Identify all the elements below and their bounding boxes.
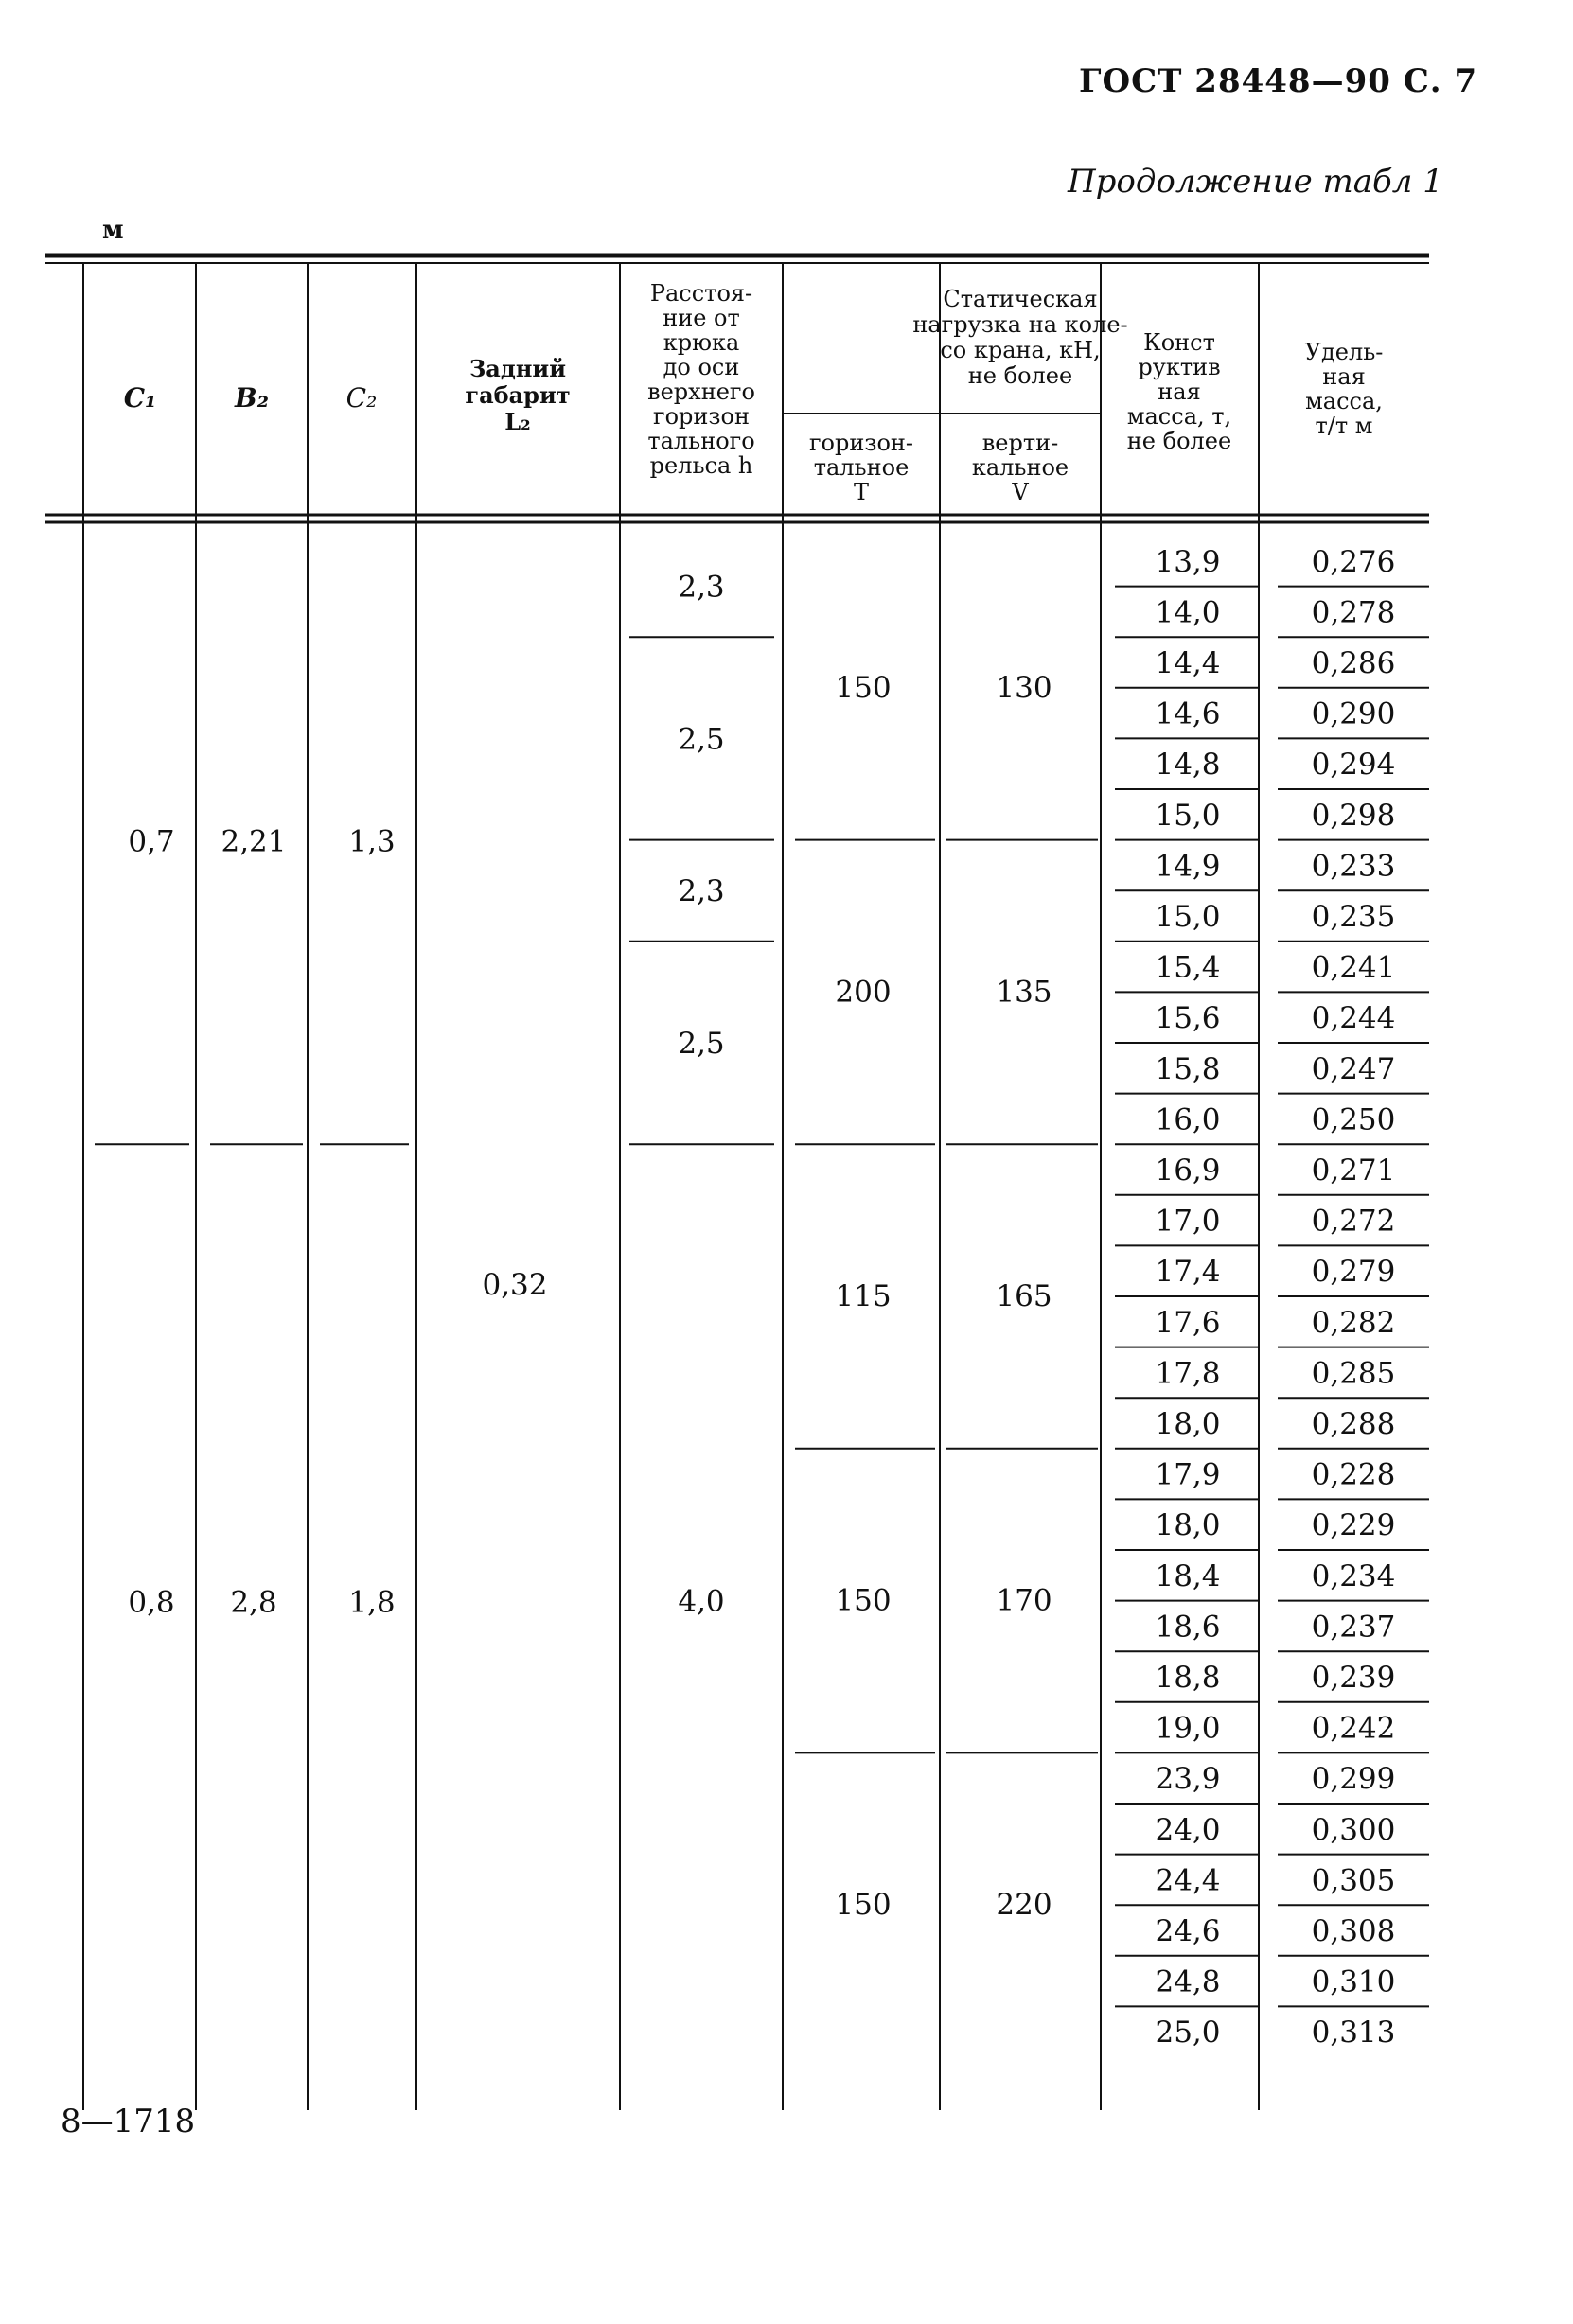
column-header-t: T bbox=[853, 479, 870, 505]
cell-spec: 0,279 bbox=[1311, 1255, 1396, 1290]
column-header-spec: масса, bbox=[1305, 388, 1383, 414]
column-header-h: ние от bbox=[663, 305, 740, 331]
column-header-c1: C₁ bbox=[123, 382, 157, 414]
column-header-load: Статическая bbox=[943, 286, 1098, 312]
cell-spec: 0,228 bbox=[1311, 1457, 1396, 1492]
cell-spec: 0,242 bbox=[1311, 1711, 1396, 1746]
cell-c1: 0,7 bbox=[128, 824, 175, 859]
cell-mass: 14,6 bbox=[1155, 696, 1221, 731]
column-header-h: Расстоя- bbox=[649, 280, 753, 307]
column-header-load: нагрузка на коле- bbox=[912, 311, 1128, 338]
cell-spec: 0,239 bbox=[1311, 1661, 1396, 1695]
cell-load-v: 135 bbox=[996, 975, 1052, 1010]
cell-mass: 24,4 bbox=[1155, 1863, 1221, 1898]
column-header-spec: ная bbox=[1322, 363, 1366, 390]
cell-h: 2,5 bbox=[678, 722, 725, 757]
column-header-mass: руктив bbox=[1138, 354, 1221, 380]
cell-spec: 0,298 bbox=[1311, 798, 1396, 833]
cell-spec: 0,313 bbox=[1311, 2016, 1396, 2051]
cell-mass: 14,0 bbox=[1155, 595, 1221, 630]
cell-mass: 17,4 bbox=[1155, 1255, 1221, 1290]
column-header-v: верти- bbox=[981, 430, 1059, 456]
cell-mass: 17,0 bbox=[1155, 1204, 1221, 1239]
column-header-h: тального bbox=[647, 428, 755, 454]
column-header-t: тальное bbox=[813, 454, 910, 481]
column-header-h: крюка bbox=[663, 329, 740, 356]
cell-spec: 0,294 bbox=[1311, 748, 1396, 783]
cell-load-t: 200 bbox=[835, 975, 892, 1010]
cell-mass: 24,6 bbox=[1155, 1914, 1221, 1948]
cell-mass: 19,0 bbox=[1155, 1711, 1221, 1746]
cell-mass: 18,0 bbox=[1155, 1407, 1221, 1441]
column-header-h: верхнего bbox=[647, 379, 755, 405]
column-header-h: до оси bbox=[663, 354, 740, 380]
cell-spec: 0,282 bbox=[1311, 1305, 1396, 1340]
column-header-mass: Конст bbox=[1143, 329, 1215, 356]
cell-mass: 15,4 bbox=[1155, 950, 1221, 985]
column-header-load: не более bbox=[967, 362, 1073, 389]
page-title: ГОСТ 28448—90 С. 7 bbox=[1079, 62, 1478, 100]
cell-spec: 0,241 bbox=[1311, 950, 1396, 985]
cell-spec: 0,299 bbox=[1311, 1762, 1396, 1797]
cell-l2: 0,32 bbox=[482, 1268, 548, 1302]
cell-load-t: 150 bbox=[835, 1583, 892, 1618]
cell-load-v: 130 bbox=[996, 670, 1052, 705]
cell-mass: 15,8 bbox=[1155, 1051, 1221, 1086]
cell-mass: 25,0 bbox=[1155, 2016, 1221, 2051]
cell-spec: 0,247 bbox=[1311, 1051, 1396, 1086]
cell-load-v: 165 bbox=[996, 1279, 1052, 1313]
page-footer: 8—1718 bbox=[61, 2103, 196, 2140]
cell-mass: 14,8 bbox=[1155, 748, 1221, 783]
cell-h: 2,3 bbox=[678, 570, 725, 605]
cell-c2: 1,8 bbox=[348, 1585, 396, 1620]
cell-load-t: 150 bbox=[835, 670, 892, 705]
cell-mass: 24,0 bbox=[1155, 1812, 1221, 1847]
column-header-t: горизон- bbox=[808, 430, 914, 456]
cell-spec: 0,234 bbox=[1311, 1558, 1396, 1593]
column-header-spec: Удель- bbox=[1304, 339, 1384, 365]
cell-spec: 0,310 bbox=[1311, 1964, 1396, 1999]
cell-h: 2,3 bbox=[678, 874, 725, 909]
cell-spec: 0,288 bbox=[1311, 1407, 1396, 1441]
cell-spec: 0,250 bbox=[1311, 1102, 1396, 1137]
column-header-c2: C₂ bbox=[345, 382, 378, 414]
column-header-mass: ная bbox=[1158, 379, 1201, 405]
column-header-v: V bbox=[1012, 479, 1029, 505]
cell-mass: 13,9 bbox=[1155, 544, 1221, 579]
cell-spec: 0,237 bbox=[1311, 1610, 1396, 1645]
cell-spec: 0,305 bbox=[1311, 1863, 1396, 1898]
cell-load-t: 115 bbox=[835, 1279, 892, 1313]
cell-b2: 2,21 bbox=[221, 824, 287, 859]
cell-spec: 0,276 bbox=[1311, 544, 1396, 579]
column-header-l2: Задний bbox=[468, 355, 567, 382]
cell-spec: 0,244 bbox=[1311, 1001, 1396, 1036]
column-header-mass: не более bbox=[1126, 428, 1232, 454]
cell-mass: 15,6 bbox=[1155, 1001, 1221, 1036]
column-header-l2: L₂ bbox=[504, 408, 531, 435]
cell-c2: 1,3 bbox=[348, 824, 396, 859]
cell-mass: 14,4 bbox=[1155, 646, 1221, 680]
cell-spec: 0,278 bbox=[1311, 595, 1396, 630]
unit-label: м bbox=[102, 216, 124, 244]
column-header-load: со крана, кН, bbox=[940, 337, 1101, 363]
cell-mass: 16,0 bbox=[1155, 1102, 1221, 1137]
cell-mass: 15,0 bbox=[1155, 900, 1221, 934]
cell-mass: 18,6 bbox=[1155, 1610, 1221, 1645]
cell-spec: 0,235 bbox=[1311, 900, 1396, 934]
cell-spec: 0,272 bbox=[1311, 1204, 1396, 1239]
cell-spec: 0,290 bbox=[1311, 696, 1396, 731]
cell-load-v: 220 bbox=[996, 1888, 1052, 1923]
table-continuation-label: Продолжение табл 1 bbox=[1068, 163, 1443, 201]
cell-mass: 14,9 bbox=[1155, 849, 1221, 884]
column-header-l2: габарит bbox=[465, 381, 571, 409]
cell-load-t: 150 bbox=[835, 1888, 892, 1923]
column-header-v: кальное bbox=[971, 454, 1069, 481]
cell-load-v: 170 bbox=[996, 1583, 1052, 1618]
cell-mass: 17,8 bbox=[1155, 1356, 1221, 1391]
cell-spec: 0,286 bbox=[1311, 646, 1396, 680]
cell-mass: 24,8 bbox=[1155, 1964, 1221, 1999]
cell-spec: 0,271 bbox=[1311, 1153, 1396, 1188]
cell-spec: 0,233 bbox=[1311, 849, 1396, 884]
column-header-b2: B₂ bbox=[235, 382, 269, 414]
column-header-mass: масса, т, bbox=[1126, 403, 1232, 430]
cell-c1: 0,8 bbox=[128, 1585, 175, 1620]
cell-mass: 15,0 bbox=[1155, 798, 1221, 833]
cell-mass: 23,9 bbox=[1155, 1762, 1221, 1797]
cell-b2: 2,8 bbox=[230, 1585, 277, 1620]
column-header-h: рельса h bbox=[649, 452, 753, 479]
cell-spec: 0,308 bbox=[1311, 1914, 1396, 1948]
cell-mass: 18,8 bbox=[1155, 1661, 1221, 1695]
cell-spec: 0,300 bbox=[1311, 1812, 1396, 1847]
cell-mass: 18,4 bbox=[1155, 1558, 1221, 1593]
cell-mass: 18,0 bbox=[1155, 1508, 1221, 1543]
cell-spec: 0,285 bbox=[1311, 1356, 1396, 1391]
column-header-spec: т/т м bbox=[1315, 413, 1373, 439]
cell-h: 2,5 bbox=[678, 1027, 725, 1061]
cell-mass: 17,6 bbox=[1155, 1305, 1221, 1340]
cell-mass: 17,9 bbox=[1155, 1457, 1221, 1492]
column-header-h: горизон bbox=[653, 403, 750, 430]
cell-h: 4,0 bbox=[678, 1584, 725, 1619]
cell-mass: 16,9 bbox=[1155, 1153, 1221, 1188]
cell-spec: 0,229 bbox=[1311, 1508, 1396, 1543]
